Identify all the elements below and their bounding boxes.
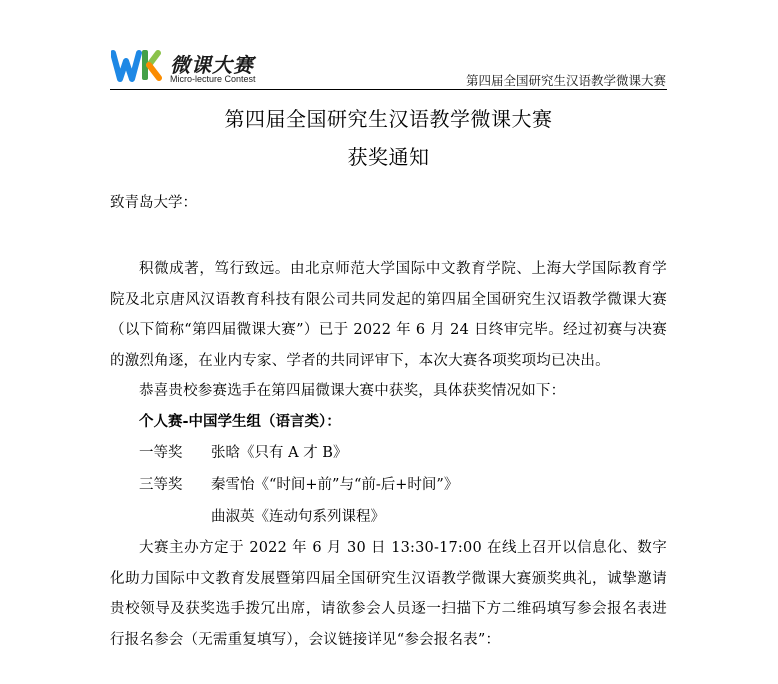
document-title: 第四届全国研究生汉语教学微课大赛 [224, 107, 553, 131]
award-level: 三等奖 [139, 477, 183, 493]
award-entry: 张晗《只有 A 才 B》 [211, 445, 348, 461]
award-row [110, 437, 667, 469]
running-header-title: 第四届全国研究生汉语教学微课大赛 [465, 73, 666, 88]
logo-chinese-text: 微课大赛 [170, 53, 254, 77]
document-body [110, 100, 667, 655]
header-divider [110, 89, 667, 90]
intro-paragraph: 积微成著，笃行致远。由北京师范大学国际中文教育学院、上海大学国际教育学院及北京唐风汉语教育科技有限公司共同发起的第四届全国研究生汉语教学微课大赛（以下简称“第四届微课大赛”）已于 2022 年 6 月 24 日终审完毕。经过初赛与决赛的激烈角逐，在业内专家、学者的共同评审下，本次大赛各项奖项均已决出。 [110, 261, 667, 369]
contest-logo [111, 47, 281, 87]
award-entry: 曲淑英《连动句系列课程》 [211, 509, 385, 525]
ceremony-paragraph: 大赛主办方定于 2022 年 6 月 30 日 13:30-17:00 在线上召开以信息化、数字化助力国际中文教育发展暨第四届全国研究生汉语教学微课大赛颁奖典礼，诚挚邀请贵校领导及获奖选手拨冗出席，请欲参会人员逐一扫描下方二维码填写参会报名表进行报名参会（无需重复填写），会议链接详见“参会报名表”： [110, 540, 667, 648]
wk-logo-icon [111, 47, 163, 85]
award-level: 一等奖 [139, 445, 183, 461]
award-entry: 秦雪怡《“时间+前”与“前-后+时间”》 [211, 477, 459, 493]
congratulations-paragraph: 恭喜贵校参赛选手在第四届微课大赛中获奖，具体获奖情况如下： [139, 383, 566, 399]
page-header [0, 0, 778, 92]
logo-english-text: Micro-lecture Contest [170, 74, 256, 84]
award-row [110, 501, 667, 533]
award-row [110, 469, 667, 501]
section-heading: 个人赛-中国学生组（语言类）： [139, 413, 341, 430]
document-subtitle: 获奖通知 [347, 145, 430, 169]
salutation: 致青岛大学： [110, 195, 197, 211]
award-level [139, 501, 211, 533]
